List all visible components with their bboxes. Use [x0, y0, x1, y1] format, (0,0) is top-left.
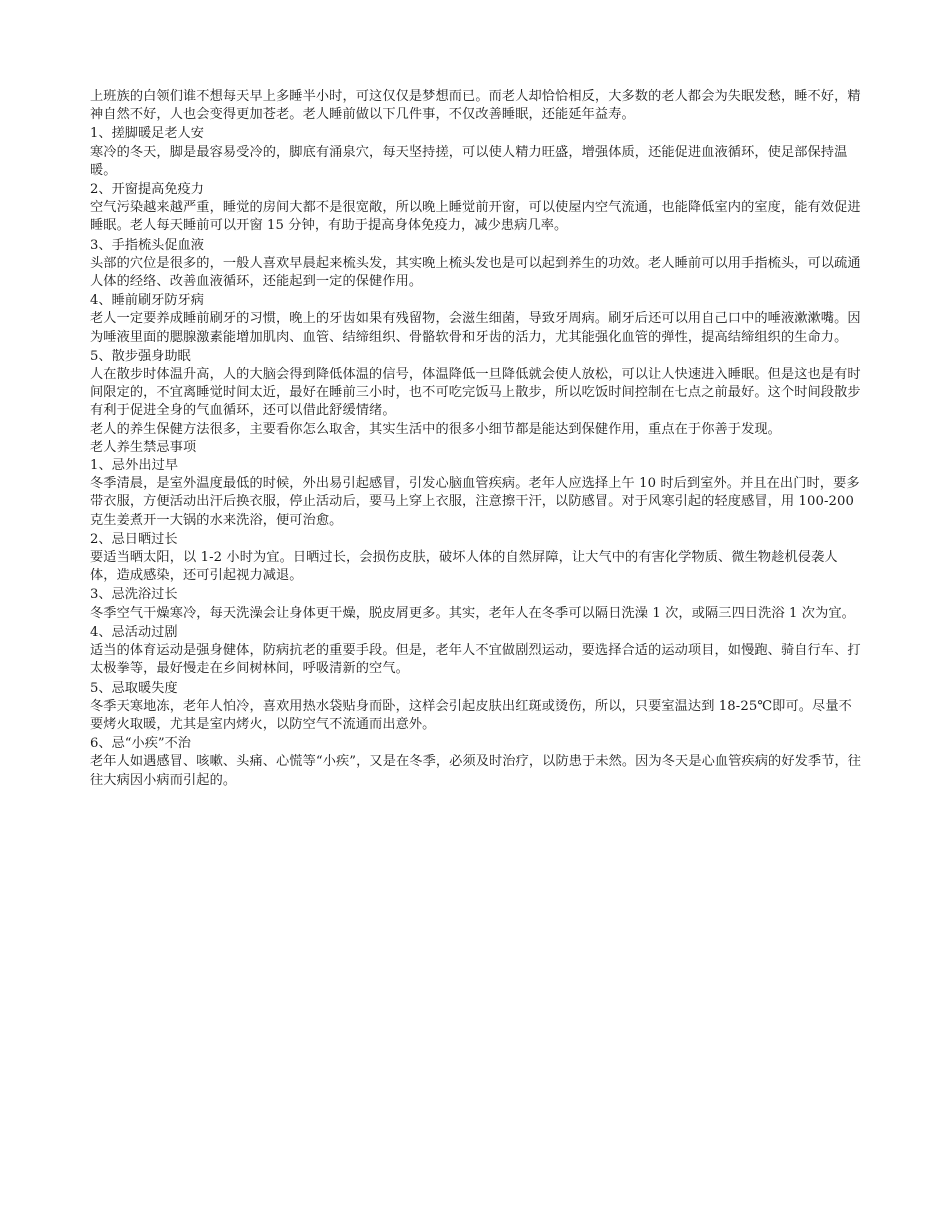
taboo-section — [90, 457, 862, 790]
taboo-body: 要适当晒太阳，以 1-2 小时为宜。日晒过长，会损伤皮肤，破坏人体的自然屏障，让大气中的有害化学物质、微生物趁机侵袭人体，造成感染，还可引起视力减退。 — [90, 550, 838, 584]
taboo-body: 适当的体育运动是强身健体，防病抗老的重要手段。但是，老年人不宜做剧烈运动，要选择合适的运动项目，如慢跑、骑自行车、打太极拳等，最好慢走在乡间树林间，呼吸清新的空气。 — [90, 643, 861, 677]
tip-heading: 1、搓脚暖足老人安 — [90, 126, 204, 142]
tip-heading: 5、散步强身助眠 — [90, 348, 191, 364]
taboo-heading: 4、忌活动过剧 — [90, 624, 178, 640]
taboo-heading: 3、忌洗浴过长 — [90, 587, 178, 603]
tip-body: 头部的穴位是很多的，一般人喜欢早晨起来梳头发，其实晚上梳头发也是可以起到养生的功效。老人睡前可以用手指梳头，可以疏通人体的经络、改善血液循环，还能起到一定的保健作用。 — [90, 255, 861, 290]
tip-body: 老人一定要养成睡前刷牙的习惯，晚上的牙齿如果有残留物，会滋生细菌，导致牙周病。刷牙后还可以用自己口中的唾液漱漱嘴。因为唾液里面的腮腺激素能增加肌肉、血管、结缔组织、骨骼软骨和牙齿的活力，尤其能强化血管的弹性，提高结缔组织的生命力。 — [90, 311, 861, 345]
taboo-body: 冬季天寒地冻，老年人怕冷，喜欢用热水袋贴身而卧，这样会引起皮肤出红斑或烫伤，所以，只要室温达到 18-25℃即可。尽量不要烤火取暖，尤其是室内烤火，以防空气不流通而出意外。 — [90, 698, 852, 732]
taboo-body: 老年人如遇感冒、咳嗽、头痛、心慌等“小疾”，又是在冬季，必须及时治疗，以防患于未然。因为冬天是心血管疾病的好发季节，往往大病因小病而引起的。 — [90, 754, 862, 788]
taboo-section-title: 老人养生禁忌事项 — [90, 439, 197, 455]
tip-body: 人在散步时体温升高，人的大脑会得到降低体温的信号，体温降低一旦降低就会使人放松，可以让人快速进入睡眠。但是这也是有时间限定的，不宜离睡觉时间太近，最好在睡前三小时，也不可吃完饭马上散步，所以吃饭时间控制在七点之前最好。这个时间段散步有利于促进全身的气血循环，还可以借此舒缓情绪。 — [90, 367, 861, 419]
tip-body: 寒冷的冬天，脚是最容易受冷的，脚底有涌泉穴，每天坚持搓，可以使人精力旺盛，增强体质，还能促进血液循环，使足部保持温暖。 — [90, 144, 848, 178]
summary-paragraph: 老人的养生保健方法很多，主要看你怎么取舍，其实生活中的很多小细节都是能达到保健作用，重点在于你善于发现。 — [90, 421, 781, 437]
taboo-heading: 5、忌取暖失度 — [90, 680, 178, 696]
tip-body: 空气污染越来越严重，睡觉的房间大都不是很宽敞，所以晚上睡觉前开窗，可以使屋内空气流通，也能降低室内的室度，能有效促进睡眠。老人每天睡前可以开窗 15 分钟，有助于提高身体免疫力，减少患病几率。 — [90, 200, 861, 234]
taboo-body: 冬季清晨，是室外温度最低的时候，外出易引起感冒，引发心脑血管疾病。老年人应选择上午 10 时后到室外。并且在出门时，要多带衣服，方便活动出汗后换衣服，停止活动后，要马上穿上衣服，注意擦干汗，以防感冒。对于风寒引起的轻度感冒，用 100-200 克生姜煮开一大锅的水来洗浴，便可治愈。 — [90, 476, 860, 528]
taboo-heading: 6、忌“小疾”不治 — [90, 736, 191, 752]
taboo-body: 冬季空气干燥寒冷，每天洗澡会让身体更干燥，脱皮屑更多。其实，老年人在冬季可以隔日洗澡 1 次，或隔三四日洗浴 1 次为宜。 — [90, 605, 855, 621]
tip-heading: 3、手指梳头促血液 — [90, 237, 204, 253]
taboo-heading: 1、忌外出过早 — [90, 458, 179, 474]
tips-section — [90, 125, 862, 420]
taboo-heading: 2、忌日晒过长 — [90, 531, 178, 547]
document-page — [90, 88, 862, 791]
intro-paragraph: 上班族的白领们谁不想每天早上多睡半小时，可这仅仅是梦想而已。而老人却恰恰相反，大多数的老人都会为失眠发愁，睡不好，精神自然不好，人也会变得更加苍老。老人睡前做以下几件事，不仅改善睡眠，还能延年益寿。 — [90, 89, 861, 123]
tip-heading: 2、开窗提高免疫力 — [90, 182, 204, 198]
tip-heading: 4、睡前刷牙防牙病 — [90, 293, 204, 309]
